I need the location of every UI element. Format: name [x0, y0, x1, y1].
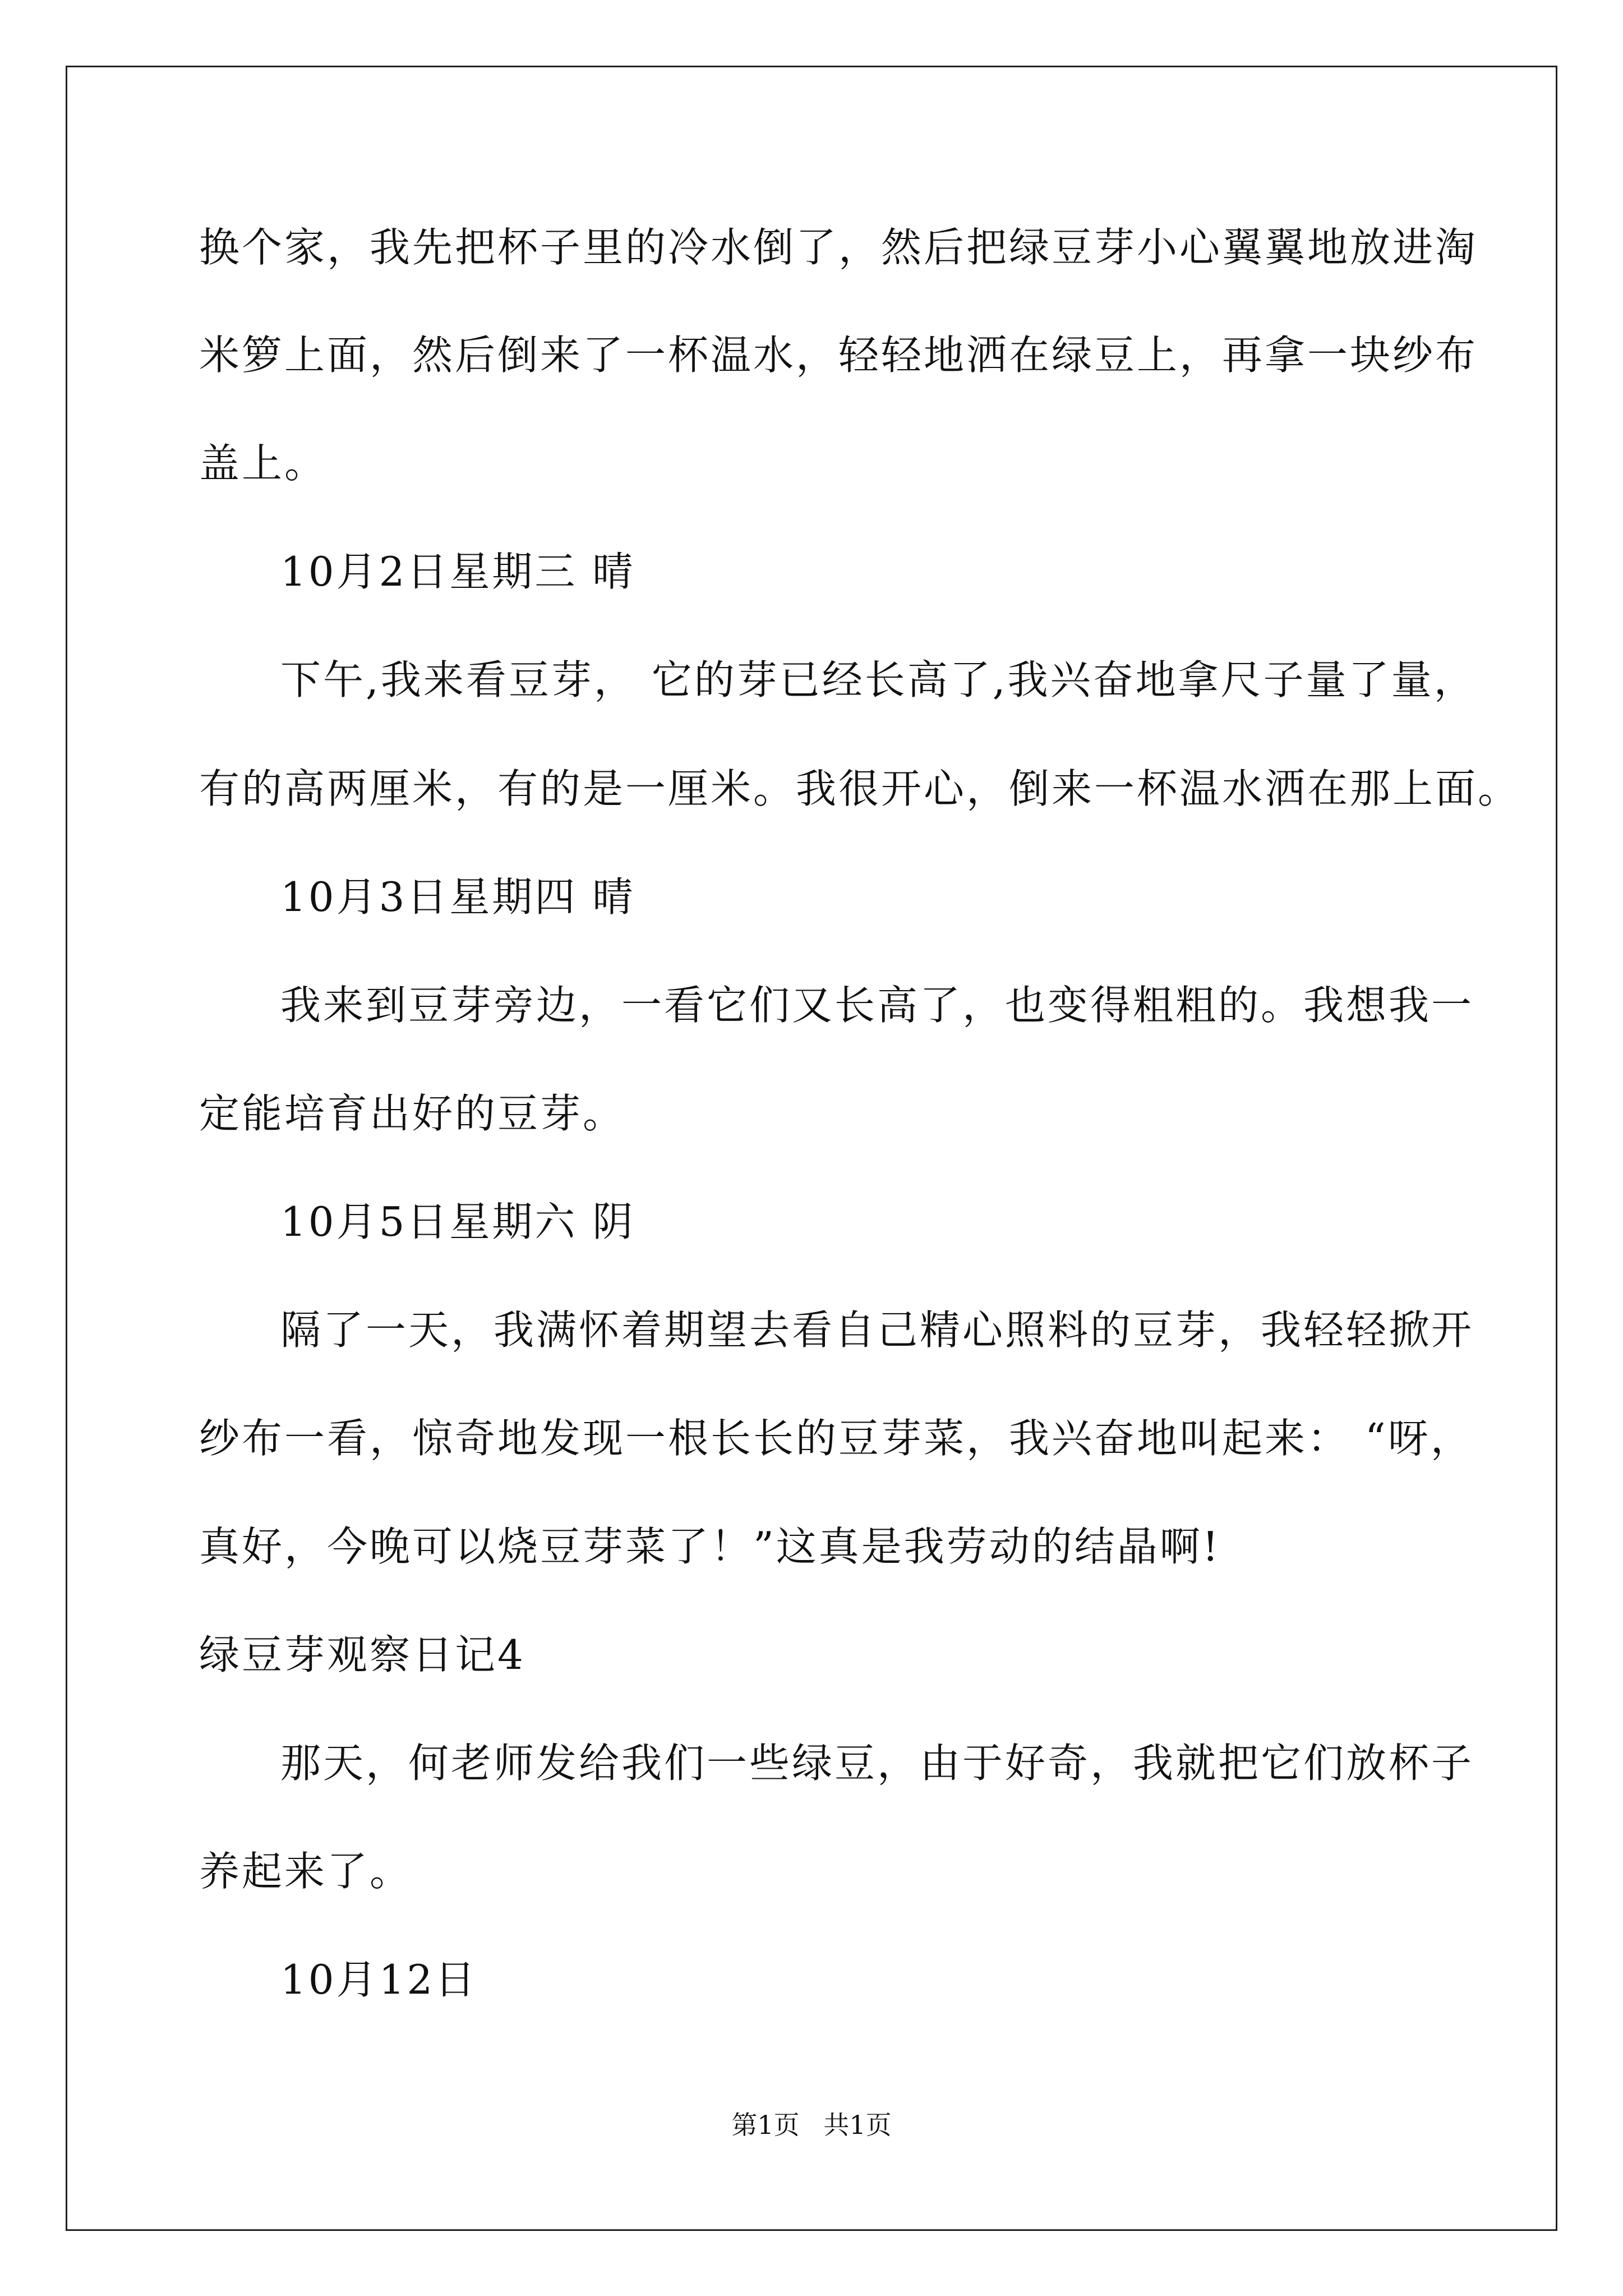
text-line: 真好，今晚可以烧豆芽菜了！”这真是我劳动的结晶啊!: [199, 1523, 1221, 1570]
text-line: 我来到豆芽旁边，一看它们又长高了，也变得粗粗的。我想我一: [280, 982, 1474, 1029]
text-line: 米箩上面，然后倒来了一杯温水，轻轻地洒在绿豆上，再拿一块纱布: [199, 332, 1478, 379]
page-footer: [0, 2112, 1623, 2138]
diary-date-heading: 10月3日星期四 晴: [280, 873, 635, 921]
text-line: 换个家，我先把杯子里的冷水倒了，然后把绿豆芽小心翼翼地放进淘: [199, 224, 1478, 271]
section-title: 绿豆芽观察日记4: [199, 1631, 525, 1678]
text-line: 下午,我来看豆芽， 它的芽已经长高了,我兴奋地拿尺子量了量，: [280, 656, 1477, 703]
text-line: 有的高两厘米，有的是一厘米。我很开心，倒来一杯温水洒在那上面。: [199, 765, 1521, 812]
diary-date-heading: 10月12日: [280, 1956, 478, 2003]
text-line: 纱布一看，惊奇地发现一根长长的豆芽菜，我兴奋地叫起来： “呀，: [199, 1415, 1473, 1462]
text-line: 盖上。: [199, 440, 328, 487]
diary-date-heading: 10月5日星期六 阴: [280, 1198, 635, 1245]
page-total: 共1页: [823, 2110, 892, 2140]
text-line: 定能培育出好的豆芽。: [199, 1090, 626, 1137]
page-number: 第1页: [731, 2110, 800, 2140]
text-line: 那天，何老师发给我们一些绿豆，由于好奇，我就把它们放杯子: [280, 1740, 1474, 1787]
page-border: [66, 66, 1557, 2231]
text-line: 隔了一天，我满怀着期望去看自己精心照料的豆芽，我轻轻掀开: [280, 1306, 1474, 1354]
text-line: 养起来了。: [199, 1848, 413, 1895]
diary-date-heading: 10月2日星期三 晴: [280, 548, 635, 595]
